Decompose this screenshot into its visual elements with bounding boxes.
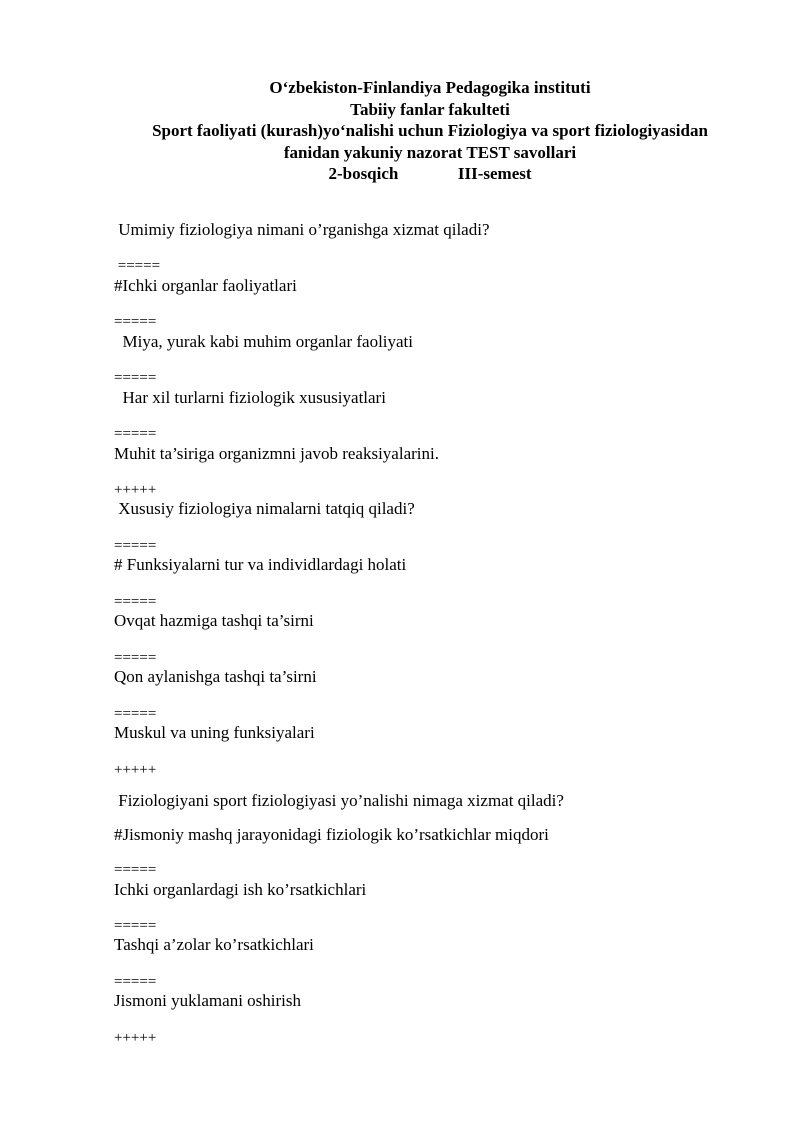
question-end-marker: +++++ xyxy=(114,1030,157,1046)
question-2-correct-answer: # Funksiyalarni tur va individlardagi holati xyxy=(114,555,407,574)
question-1-text: Umimiy fiziologiya nimani o’rganishga xizmat qiladi? xyxy=(114,220,490,239)
document-title-line-1: Sport faoliyati (kurash)yo‘nalishi uchun Fiziologiya va sport fiziologiyasidan xyxy=(152,121,708,140)
separator: ===== xyxy=(114,370,157,386)
institute-name: O‘zbekiston-Finlandiya Pedagogika instituti xyxy=(269,78,591,97)
separator: ===== xyxy=(114,426,157,442)
question-1-answer-option: Har xil turlarni fiziologik xususiyatlari xyxy=(114,388,386,407)
question-3-answer-option: Jismoni yuklamani oshirish xyxy=(114,991,301,1010)
separator: ===== xyxy=(114,594,157,610)
stage-label: 2-bosqich xyxy=(328,164,399,183)
semester-label: III-semest xyxy=(457,164,532,183)
separator: ===== xyxy=(114,974,157,990)
question-1-correct-answer: #Ichki organlar faoliyatlari xyxy=(114,276,297,295)
question-2-answer-option: Muskul va uning funksiyalari xyxy=(114,723,315,742)
question-3-correct-answer: #Jismoniy mashq jarayonidagi fiziologik ko’rsatkichlar miqdori xyxy=(114,825,549,844)
question-2-answer-option: Ovqat hazmiga tashqi ta’sirni xyxy=(114,611,314,630)
separator: ===== xyxy=(114,650,157,666)
question-end-marker: +++++ xyxy=(114,762,157,778)
separator: ===== xyxy=(114,538,157,554)
question-3-answer-option: Tashqi a’zolar ko’rsatkichlari xyxy=(114,935,314,954)
separator: ===== xyxy=(114,258,161,274)
question-2-text: Xususiy fiziologiya nimalarni tatqiq qiladi? xyxy=(114,499,415,518)
separator: ===== xyxy=(114,862,157,878)
separator: ===== xyxy=(114,314,157,330)
question-3-text: Fiziologiyani sport fiziologiyasi yo’nalishi nimaga xizmat qiladi? xyxy=(114,791,564,810)
question-2-answer-option: Qon aylanishga tashqi ta’sirni xyxy=(114,667,317,686)
question-1-answer-option: Miya, yurak kabi muhim organlar faoliyati xyxy=(114,332,414,351)
faculty-name: Tabiiy fanlar fakulteti xyxy=(350,99,510,119)
question-1-answer-option: Muhit ta’siriga organizmni javob reaksiyalarini. xyxy=(114,444,439,463)
stage-semester-line xyxy=(100,163,760,185)
separator: ===== xyxy=(114,918,157,934)
question-end-marker: +++++ xyxy=(114,482,157,498)
document-title-line-2: fanidan yakuniy nazorat TEST savollari xyxy=(283,142,577,162)
document-header xyxy=(100,77,760,185)
question-3-answer-option: Ichki organlardagi ish ko’rsatkichlari xyxy=(114,880,367,899)
separator: ===== xyxy=(114,706,157,722)
